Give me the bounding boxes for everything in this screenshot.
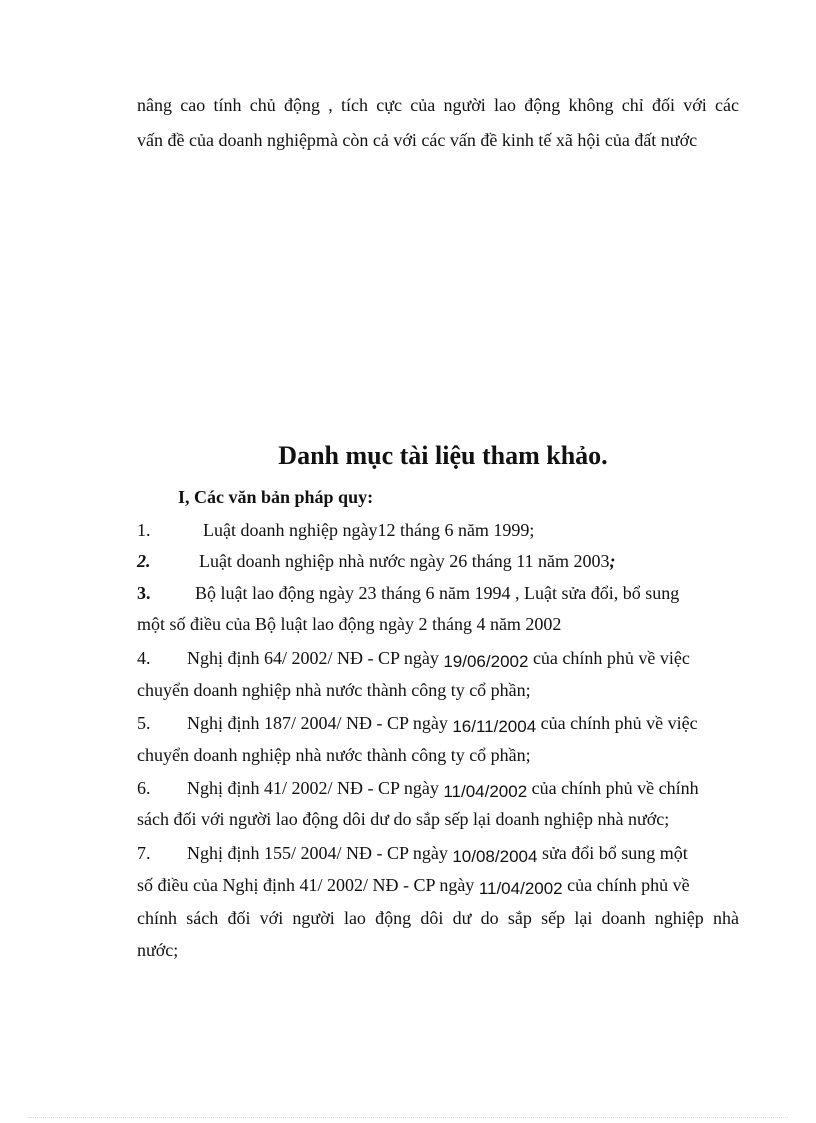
intro-line-2: vấn đề của doanh nghiệpmà còn cả với các vấn đề kinh tế xã hội của đất nước — [137, 130, 698, 150]
item-number: 3. — [137, 583, 151, 603]
item-text-pre: Nghị định 41/ 2002/ NĐ - CP ngày — [187, 778, 439, 798]
item-text-pre: Nghị định 64/ 2002/ NĐ - CP ngày — [187, 648, 439, 668]
reference-item-7-cont-1 — [137, 873, 739, 898]
reference-item-5-cont: chuyển doanh nghiệp nhà nước thành công ty cổ phần; — [137, 745, 531, 765]
reference-item-3-cont: một số điều của Bộ luật lao động ngày 2 tháng 4 năm 2002 — [137, 614, 562, 634]
item-text-post: của chính phủ về chính — [531, 778, 699, 798]
reference-item-2 — [137, 549, 739, 573]
item-number: 5. — [137, 713, 151, 733]
reference-item-4-cont: chuyển doanh nghiệp nhà nước thành công ty cổ phần; — [137, 680, 531, 700]
reference-item-1 — [137, 518, 739, 542]
intro-line-1: nâng cao tính chủ động , tích cực của người lao động không chỉ đối với các — [137, 95, 739, 115]
reference-item-5 — [137, 711, 739, 736]
item-text-pre: Nghị định 187/ 2004/ NĐ - CP ngày — [187, 713, 448, 733]
page-title: Danh mục tài liệu tham khảo. — [278, 441, 608, 470]
item-date: 19/06/2002 — [443, 652, 529, 671]
reference-item-7-cont-3: nước; — [137, 940, 179, 960]
item-text-post: của chính phủ về — [567, 875, 690, 895]
item-number: 7. — [137, 843, 151, 863]
page-bottom-rule — [28, 1117, 788, 1118]
section-heading: I, Các văn bản pháp quy: — [178, 487, 374, 507]
reference-item-6-cont: sách đối với người lao động dôi dư do sắp sếp lại doanh nghiệp nhà nước; — [137, 809, 670, 829]
item-number: 1. — [137, 520, 151, 540]
reference-item-7-cont-2: chính sách đối với người lao động dôi dư do sắp sếp lại doanh nghiệp nhà — [137, 908, 739, 928]
item-text-post: của chính phủ về việc — [540, 713, 698, 733]
item-number: 6. — [137, 778, 151, 798]
reference-item-6 — [137, 776, 739, 801]
item-date: 10/08/2004 — [452, 847, 538, 866]
reference-item-4 — [137, 646, 739, 671]
item-date: 11/04/2002 — [443, 782, 528, 801]
item-text: Luật doanh nghiệp nhà nước ngày 26 tháng 11 năm 2003 — [199, 551, 610, 571]
item-number: 2. — [137, 551, 151, 571]
item-text-pre: số điều của Nghị định 41/ 2002/ NĐ - CP ngày — [137, 875, 475, 895]
item-text-post: của chính phủ về việc — [532, 648, 690, 668]
item-date: 16/11/2004 — [452, 717, 537, 736]
reference-item-3 — [137, 581, 739, 605]
item-text-line-1: Bộ luật lao động ngày 23 tháng 6 năm 1994 , Luật sửa đổi, bổ sung — [195, 583, 680, 603]
item-suffix: ; — [609, 551, 616, 571]
reference-item-7 — [137, 841, 739, 866]
item-text-post: sửa đổi bổ sung một — [541, 843, 688, 863]
item-text-pre: Nghị định 155/ 2004/ NĐ - CP ngày — [187, 843, 448, 863]
item-date: 11/04/2002 — [478, 879, 563, 898]
item-text: Luật doanh nghiệp ngày12 tháng 6 năm 1999; — [203, 520, 535, 540]
item-number: 4. — [137, 648, 151, 668]
